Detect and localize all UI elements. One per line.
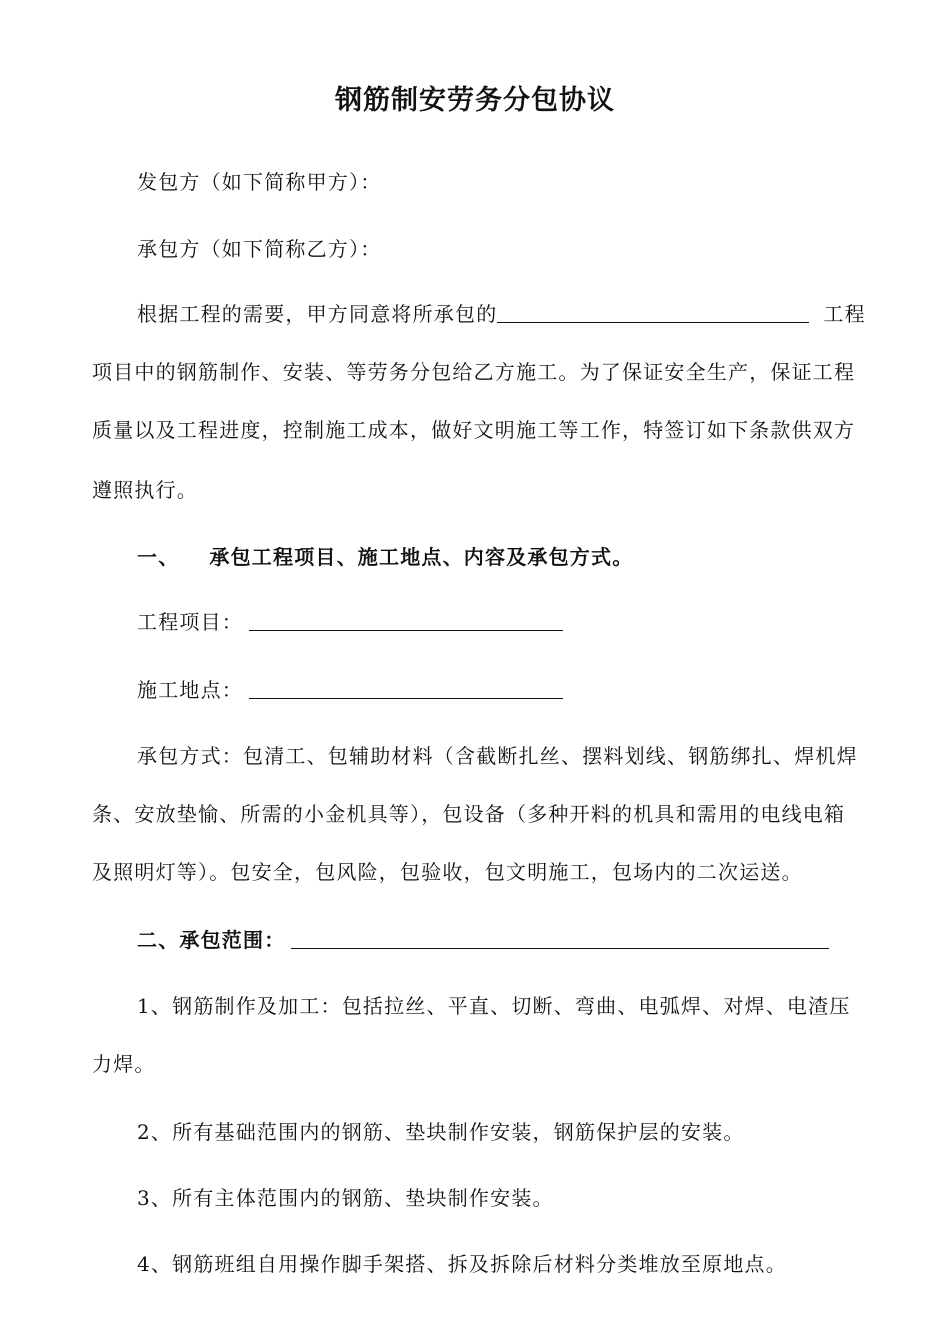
method-line-3: 及照明灯等）。包安全，包风险，包验收，包文明施工，包场内的二次运送。 — [92, 860, 803, 884]
intro-line-4: 遵照执行。 — [92, 478, 198, 502]
section-2-heading — [137, 926, 897, 954]
intro-line-3: 质量以及工程进度，控制施工成本，做好文明施工等工作，特签订如下条款供双方 — [92, 418, 856, 442]
scope-item-2: 2、所有基础范围内的钢筋、垫块制作安装，钢筋保护层的安装。 — [137, 1120, 745, 1144]
method-line-2: 条、安放垫愉、所需的小金机具等），包设备（多种开料的机具和需用的电线电箱 — [92, 802, 846, 826]
project-item-line — [137, 608, 897, 636]
project-name-blank[interactable] — [497, 302, 809, 323]
site-blank[interactable] — [249, 678, 563, 699]
intro-line-1-suffix: 工程 — [823, 302, 866, 326]
scope-blank[interactable] — [291, 928, 829, 949]
scope-item-3: 3、所有主体范围内的钢筋、垫块制作安装。 — [137, 1186, 554, 1210]
scope-item-1-line-1: 1、钢筋制作及加工：包括拉丝、平直、切断、弯曲、电弧焊、对焊、电渣压 — [137, 994, 851, 1018]
intro-line-2: 项目中的钢筋制作、安装、等劳务分包给乙方施工。为了保证安全生产，保证工程 — [92, 360, 856, 384]
scope-item-1-line-2: 力焊。 — [92, 1052, 156, 1076]
section-1-heading — [137, 543, 897, 571]
site-label: 施工地点： — [137, 678, 243, 702]
project-item-blank[interactable] — [249, 610, 563, 631]
section-1-number: 一、 — [137, 545, 180, 569]
document-title: 钢筋制安劳务分包协议 — [335, 85, 615, 116]
party-a-line: 发包方（如下简称甲方）： — [137, 170, 382, 194]
intro-line-1-text: 根据工程的需要，甲方同意将所承包的 — [137, 302, 498, 326]
method-line-1: 承包方式：包清工、包辅助材料（含截断扎丝、摆料划线、钢筋绑扎、焊机焊 — [137, 744, 858, 768]
section-2-title: 二、承包范围： — [137, 928, 286, 952]
intro-line-1 — [137, 300, 897, 328]
section-1-title: 承包工程项目、施工地点、内容及承包方式。 — [209, 545, 634, 569]
site-line — [137, 676, 897, 704]
party-b-line: 承包方（如下简称乙方）： — [137, 237, 382, 261]
scope-item-4: 4、钢筋班组自用操作脚手架搭、拆及拆除后材料分类堆放至原地点。 — [137, 1252, 787, 1276]
project-item-label: 工程项目： — [137, 610, 243, 634]
